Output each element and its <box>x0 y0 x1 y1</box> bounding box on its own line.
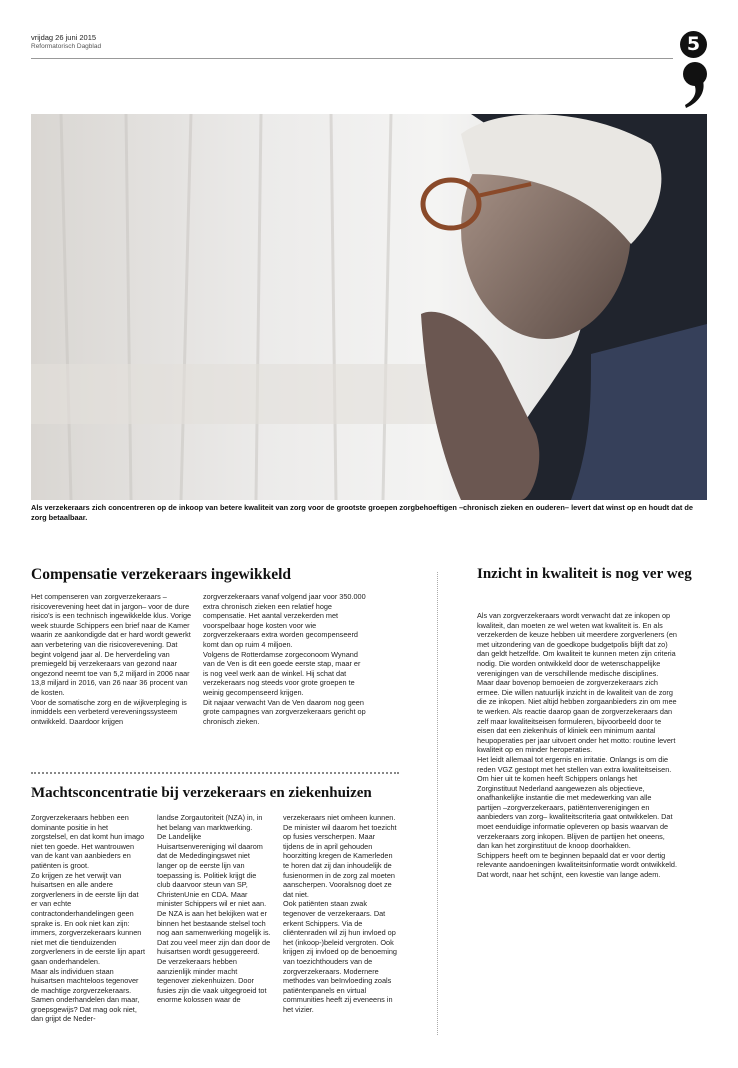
article-photo <box>31 114 707 500</box>
article-text: verzekeraars niet omheen kunnen. De minister wil daarom het toezicht op fusies verscherpen. Maar tijdens de in april gehouden hoorzitting kregen de Kamerleden te horen dat zij dan inhoudelijk de fusienormen in de zorg zal moeten aanscherpen. Vooralsnog doet ze dat niet. Ook patiënten staan zwak tegenover de verzekeraars. Dat erkent Schippers. Via de cliëntenraden wil zij hun invloed op het (inkoop-)beleid vergroten. Ook krijgen zij invloed op de benoeming van toezichthouders van de zorgverzekeraars. Modernere methodes van beïnvloeding zoals patiëntenpanels en virtual communities heeft zij eveneens in het vizier. <box>283 813 397 1014</box>
article-column <box>283 813 397 1014</box>
article-column <box>203 592 367 726</box>
article-headline-inzicht: Inzicht in kwaliteit is nog ver weg <box>477 566 692 582</box>
article-text: landse Zorgautoriteit (NZA) in, in het belang van marktwerking. De Landelijke Huisartsenvereniging wil daarom dat de Mededingingswet niet langer op de eerste lijn van toepassing is. Politiek krijgt die club daarvoor steun van SP, ChristenUnie en CDA. Maar minister Schippers wil er niet aan. De NZA is aan het bekijken wat er binnen het bestaande stelsel toch nog aan samenwerking mogelijk is. Dat zou veel meer zijn dan door de huisartsen wordt gesuggereerd. De verzekeraars hebben aanzienlijk minder macht tegenover ziekenhuizen. Door fusies zijn die vaak uitgegroeid tot enorme kolossen waar de <box>157 813 271 1005</box>
dotted-column-divider <box>437 572 438 1035</box>
article-column <box>31 592 195 726</box>
masthead-paper-name: Reformatorisch Dagblad <box>31 43 102 50</box>
dotted-divider <box>31 772 399 774</box>
article-column <box>157 813 271 1005</box>
elderly-woman-at-window-photo-icon <box>31 114 707 500</box>
comma-logo-icon <box>680 60 710 110</box>
article-text: Als van zorgverzekeraars wordt verwacht dat ze inkopen op kwaliteit, dan moeten ze wel weten wat kwaliteit is. En als verzekerden de keuze hebben uit meerdere zorgverleners (en met uitzondering van de goedkope budgetpolis blijft dat zo) dan geldt hetzelfde. Om kwaliteit te kunnen meten zijn criteria nodig. Die worden ontwikkeld door de wetenschappelijke verenigingen van de verschillende medische disciplines. Maar daar bovenop bemoeien de zorgverzekeraars zich ermee. Die willen natuurlijk inzicht in de kwaliteit van de zorg die ze inkopen. Niet altijd hebben zorgaanbieders zin om mee te werken. Als reactie daarop gaan de zorgverzekeraars dan zelf maar kwaliteitseisen formuleren, bijvoorbeeld door te eisen dat een ziekenhuis of kliniek een minimum aantal heupoperaties per jaar uitvoert onder het motto: routine levert kwaliteit op en minder heroperaties. Het leidt allemaal tot ergernis en irritatie. Onlangs is om die reden VGZ gestopt met het stellen van extra kwaliteitseisen. Om hier uit te komen heeft Schippers onlangs het Zorginstituut Nederland aangewezen als objectieve, onafhankelijke instantie die met medewerking van alle partijen –zorgverzekeraars, patiëntenverenigingen en aanbieders van zorg– kwaliteitscriteria gaat ontwikkelen. Dat moet eenduidige informatie opleveren op basis waarvan de verzekeraars zorg inkopen. Blijven de partijen het oneens, dan kan het zorginstituut de knoop doorhakken. Schippers heeft om te beginnen bepaald dat er voor dertig relevante aandoeningen kwaliteitsinformatie wordt ontwikkeld. Dat wordt, naar het schijnt, een kwestie van lange adem. <box>477 611 677 880</box>
article-text: Zorgverzekeraars hebben een dominante positie in het zorgstelsel, en dat komt hun imago niet ten goede. Het wantrouwen van de kant van aanbieders en patiënten is groot. Zo krijgen ze het verwijt van huisartsen en alle andere zorgverleners in de eerste lijn dat er van echte contractonderhandelingen geen sprake is. En ook niet kan zijn: immers, zorgverzekeraars kunnen niet met die tienduizenden zorgverleners in de eerste lijn apart gaan onderhandelen. Maar als individuen staan huisartsen machteloos tegenover de machtige zorgverzekeraars. Samen onderhandelen dan maar, groepsgewijs? Dat mag ook niet, dan grijpt de Neder- <box>31 813 145 1024</box>
article-text: Het compenseren van zorgverzekeraars –risicoverevening heet dat in jargon– voor de dure risico’s is een technisch ingewikkelde klus. Vorige week stuurde Schippers een brief naar de Kamer waarin ze aankondigde dat er hard wordt gewerkt aan verbetering van die risicoverevening. Dat begint volgend jaar al. De herverdeling van premiegeld bij verzekeraars van gezond naar ongezond neemt toe van 5,2 miljard in 2006 naar 13,8 miljard in 2016, van 26 naar 36 procent van de kosten. Voor de somatische zorg en de wijkverpleging is inmiddels een verbeterd vereveningssysteem ontwikkeld. Daardoor krijgen <box>31 592 192 726</box>
article-column <box>31 813 145 1024</box>
article-headline-compensatie: Compensatie verzekeraars ingewikkeld <box>31 566 292 583</box>
article-headline-machtsconcentratie: Machtsconcentratie bij verzekeraars en ziekenhuizen <box>31 785 372 801</box>
photo-caption: Als verzekeraars zich concentreren op de inkoop van betere kwaliteit van zorg voor de grootste groepen zorgbehoeftigen –chronisch zieken en ouderen– levert dat winst op en houdt dat de zorg betaalbaar. <box>31 503 694 522</box>
article-column <box>477 611 677 880</box>
masthead-divider <box>31 58 673 59</box>
masthead-date: vrijdag 26 juni 2015 <box>31 33 97 42</box>
article-text: zorgverzekeraars vanaf volgend jaar voor 350.000 extra chronisch zieken een relatief hoge compensatie. Het aantal verzekerden met voorspelbaar hoge kosten voor wie zorgverzekeraars extra worden gecompenseerd komt dan op ruim 4 miljoen. Volgens de Rotterdamse zorgeconoom Wynand van de Ven is dit een goede eerste stap, maar er is nog veel werk aan de winkel. Hij schat dat verzekeraars nog steeds voor grote groepen te weinig gecompenseerd krijgen. Dit najaar verwacht Van de Ven daarom nog geen grote campagnes van zorgverzekeraars gericht op chronisch zieken. <box>203 592 366 726</box>
page-number: 5 <box>680 31 707 58</box>
